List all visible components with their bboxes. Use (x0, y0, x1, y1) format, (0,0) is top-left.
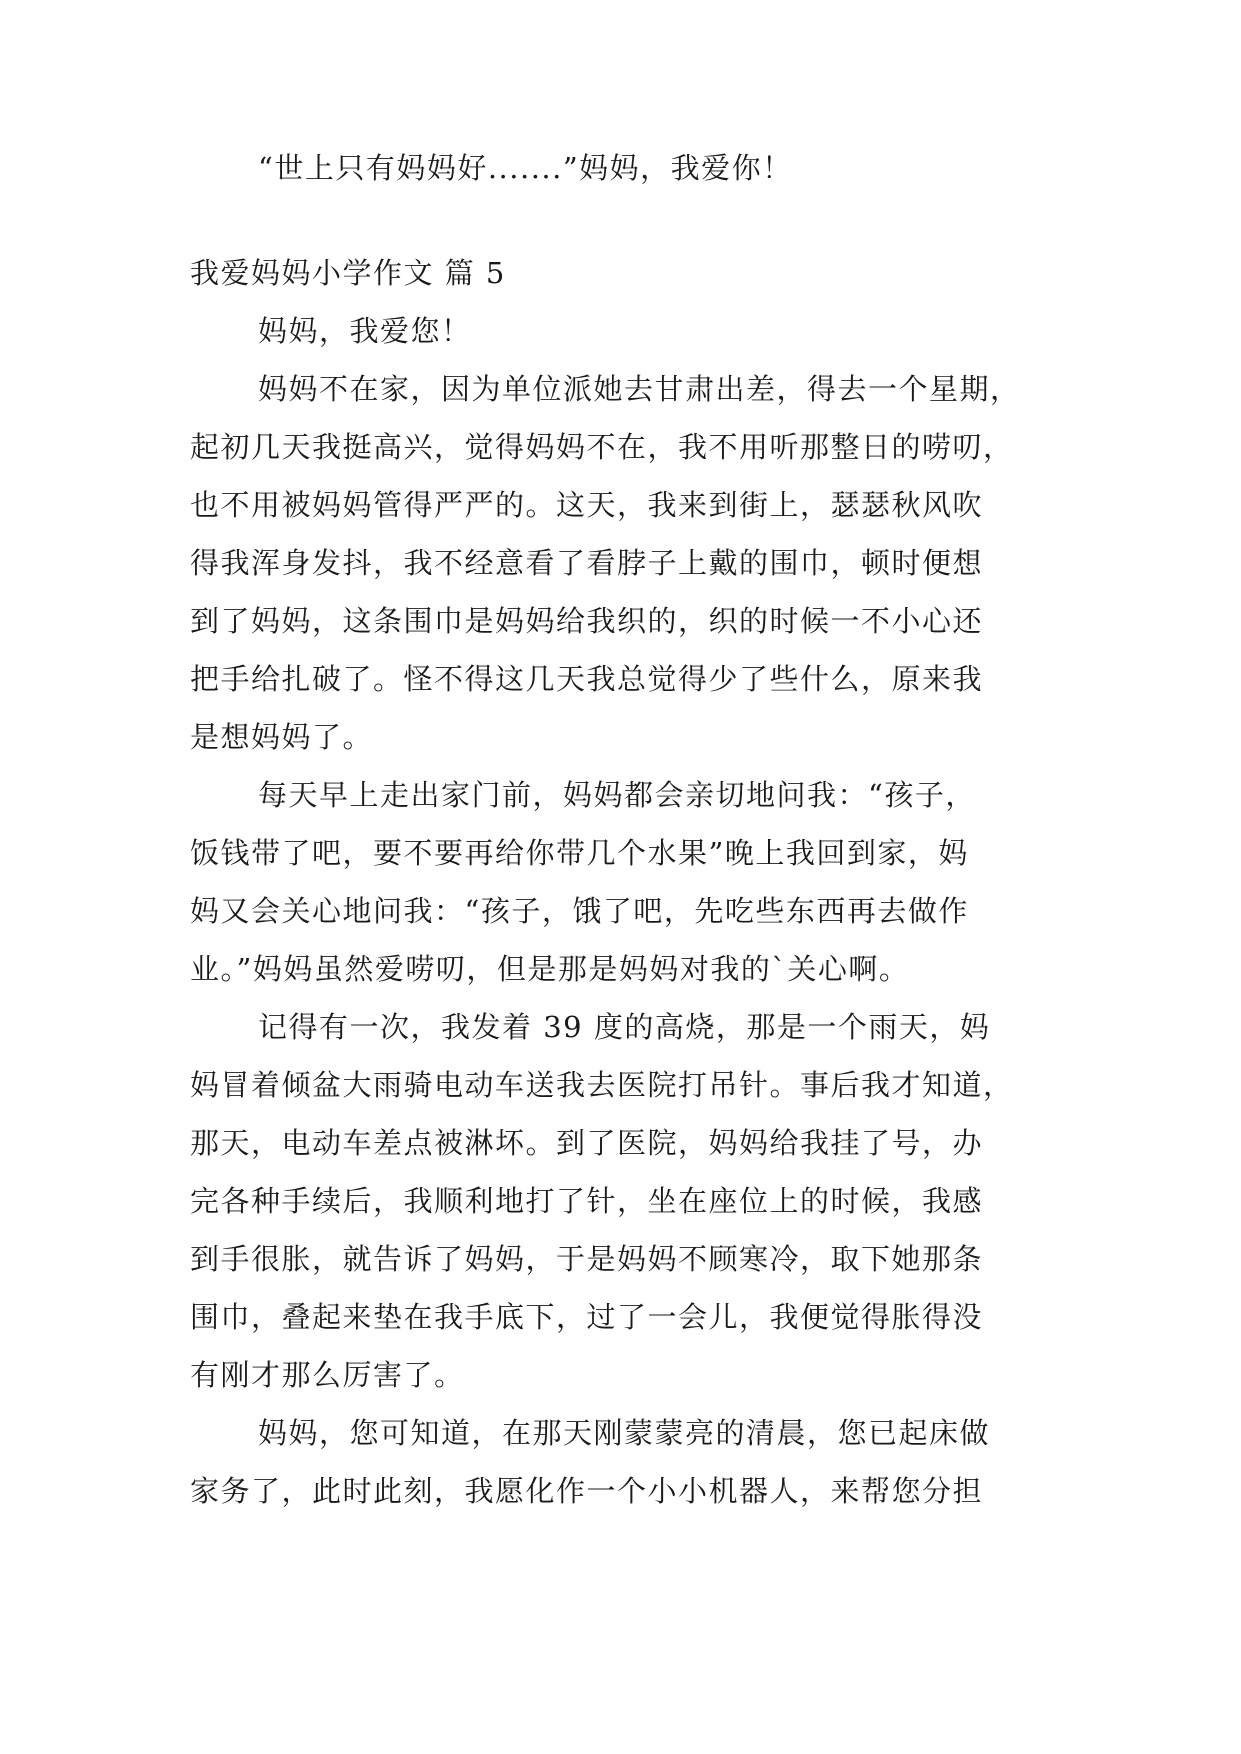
paragraph-line: 每天早上走出家门前，妈妈都会亲切地问我：“孩子， (258, 778, 976, 812)
paragraph-line: 把手给扎破了。怪不得这几天我总觉得少了些什么，原来我 (190, 662, 984, 696)
paragraph-4 (190, 998, 1056, 1404)
paragraph-line: 到手很胀，就告诉了妈妈，于是妈妈不顾寒冷，取下她那条 (190, 1242, 984, 1276)
paragraph-line: 有刚才那么厉害了。 (190, 1358, 465, 1392)
paragraph-line: 那天，电动车差点被淋坏。到了医院，妈妈给我挂了号，办 (190, 1126, 984, 1160)
paragraph-line: 起初几天我挺高兴，觉得妈妈不在，我不用听那整日的唠叨， (190, 430, 1014, 464)
paragraph-line: 妈冒着倾盆大雨骑电动车送我去医院打吊针。事后我才知道， (190, 1068, 1014, 1102)
intro-line: “世上只有妈妈好.......”妈妈，我爱你！ (258, 151, 793, 185)
paragraph-line: 是想妈妈了。 (190, 720, 374, 754)
paragraph-5 (190, 1404, 1056, 1520)
paragraph-line: 妈妈，您可知道，在那天刚蒙蒙亮的清晨，您已起床做 (258, 1416, 991, 1450)
article-block (190, 244, 1056, 1520)
paragraph-3 (190, 766, 1056, 998)
paragraph-line: 妈妈，我爱您！ (258, 314, 472, 348)
paragraph-2 (190, 360, 1056, 766)
paragraph-line: 家务了，此时此刻，我愿化作一个小小机器人，来帮您分担 (190, 1474, 984, 1508)
paragraph-line: 得我浑身发抖，我不经意看了看脖子上戴的围巾，顿时便想 (190, 546, 984, 580)
paragraph-line: 业。”妈妈虽然爱唠叨，但是那是妈妈对我的`关心啊。 (190, 952, 910, 986)
article-heading: 我爱妈妈小学作文 篇 5 (190, 256, 506, 290)
paragraph-line: 也不用被妈妈管得严严的。这天，我来到街上，瑟瑟秋风吹 (190, 488, 984, 522)
paragraph-line: 饭钱带了吧，要不要再给你带几个水果”晚上我回到家，妈 (190, 836, 969, 870)
intro-block (190, 139, 1056, 197)
paragraph-line: 妈妈不在家，因为单位派她去甘肃出差，得去一个星期， (258, 372, 1021, 406)
paragraph-line: 到了妈妈，这条围巾是妈妈给我织的，织的时候一不小心还 (190, 604, 984, 638)
paragraph-line: 围巾，叠起来垫在我手底下，过了一会儿，我便觉得胀得没 (190, 1300, 984, 1334)
paragraph-line: 妈又会关心地问我：“孩子，饿了吧，先吃些东西再去做作 (190, 894, 969, 928)
paragraph-line: 记得有一次，我发着 39 度的高烧，那是一个雨天，妈 (258, 1010, 991, 1044)
paragraph-line: 完各种手续后，我顺利地打了针，坐在座位上的时候，我感 (190, 1184, 984, 1218)
paragraph-1 (190, 302, 1056, 360)
